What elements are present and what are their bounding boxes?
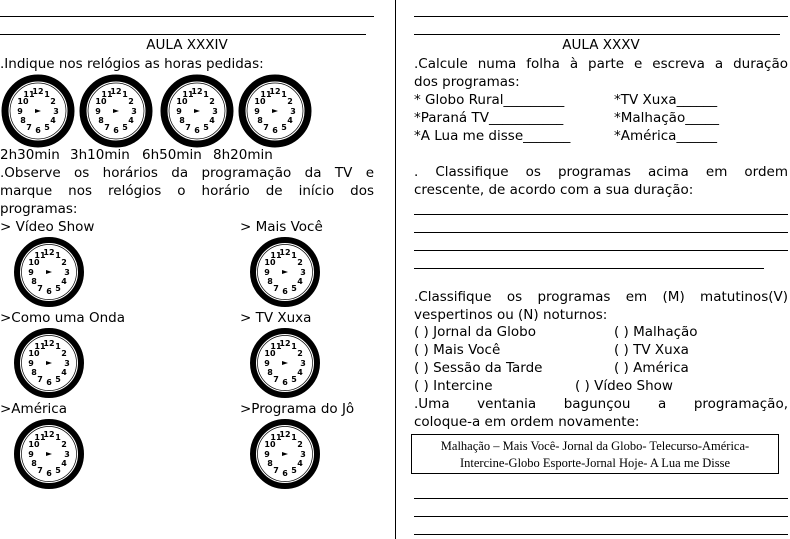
instruction-observe-line: programas: — [0, 201, 78, 217]
program-label: >América — [0, 401, 67, 417]
instruction-wind-line: coloque-a em ordem novamente: — [414, 414, 640, 430]
instruction-classify2-line: vespertinos ou (N) noturnos: — [414, 307, 608, 323]
writing-line — [0, 16, 374, 17]
checklist-item: ( ) América — [614, 360, 689, 376]
checklist-item: ( ) Malhação — [614, 324, 698, 340]
lesson-title-right: AULA XXXV — [562, 37, 640, 53]
writing-line — [414, 34, 780, 35]
time-label-3: 6h50min — [142, 147, 202, 163]
answer-line — [414, 232, 788, 233]
checklist-item: ( ) Mais Você — [414, 342, 501, 358]
clock-face-2 — [79, 74, 153, 148]
program-clock — [249, 327, 321, 399]
instruction-calc-line: dos programas: — [414, 74, 520, 90]
checklist-item: ( ) Vídeo Show — [575, 378, 673, 394]
instruction-wind-line: .Uma ventania bagunçou a programação, — [414, 396, 788, 412]
instruction-clocks: .Indique nos relógios as horas pedidas: — [0, 56, 264, 72]
writing-line — [0, 34, 366, 35]
instruction-classify-line: . Classifique os programas acima em ordem — [414, 164, 788, 180]
instruction-observe-line: marque nos relógios o horário de início dos — [0, 183, 374, 199]
instruction-calc-line: .Calcule numa folha à parte e escreva a duração — [414, 56, 788, 72]
duration-item: *A Lua me disse_______ — [414, 128, 571, 144]
answer-line — [414, 534, 788, 535]
program-clock — [249, 418, 321, 490]
answer-line — [414, 516, 788, 517]
program-clock — [249, 236, 321, 308]
checklist-item: ( ) Jornal da Globo — [414, 324, 536, 340]
program-label: > TV Xuxa — [240, 310, 312, 326]
clock-face-4 — [238, 74, 312, 148]
instruction-classify2-line: .Classifique os programas em (M) matutinos(V) — [414, 289, 788, 305]
clock-face-1 — [1, 74, 75, 148]
answer-line — [414, 214, 788, 215]
time-label-1: 2h30min — [0, 147, 60, 163]
program-label: > Vídeo Show — [0, 219, 95, 235]
program-clock — [13, 418, 85, 490]
program-label: > Mais Você — [240, 219, 323, 235]
instruction-observe-line: .Observe os horários da programação da TV e — [0, 165, 374, 181]
writing-line — [414, 16, 788, 17]
program-label: >Como uma Onda — [0, 310, 125, 326]
duration-item: *América______ — [614, 128, 717, 144]
program-list-box — [411, 434, 779, 474]
column-divider — [395, 0, 396, 539]
instruction-classify-line: crescente, de acordo com a sua duração: — [414, 182, 694, 198]
duration-item: *TV Xuxa______ — [614, 92, 718, 108]
lesson-title-left: AULA XXXIV — [146, 37, 228, 53]
checklist-item: ( ) Intercine — [414, 378, 493, 394]
duration-item: *Malhação_____ — [614, 110, 719, 126]
program-list-line: Intercine-Globo Esporte-Jornal Hoje- A Lua me Disse — [459, 456, 731, 470]
clock-face-3 — [160, 74, 234, 148]
answer-line — [414, 268, 764, 269]
duration-item: * Globo Rural_________ — [414, 92, 565, 108]
program-list-line: Malhação – Mais Você- Jornal da Globo- Telecurso-América- — [440, 439, 750, 453]
duration-item: *Paraná TV___________ — [414, 110, 564, 126]
checklist-item: ( ) TV Xuxa — [614, 342, 689, 358]
answer-line — [414, 498, 788, 499]
checklist-item: ( ) Sessão da Tarde — [414, 360, 543, 376]
time-label-2: 3h10min — [70, 147, 130, 163]
program-clock — [13, 236, 85, 308]
program-clock — [13, 327, 85, 399]
program-label: >Programa do Jô — [240, 401, 355, 417]
answer-line — [414, 250, 788, 251]
time-label-4: 8h20min — [213, 147, 273, 163]
